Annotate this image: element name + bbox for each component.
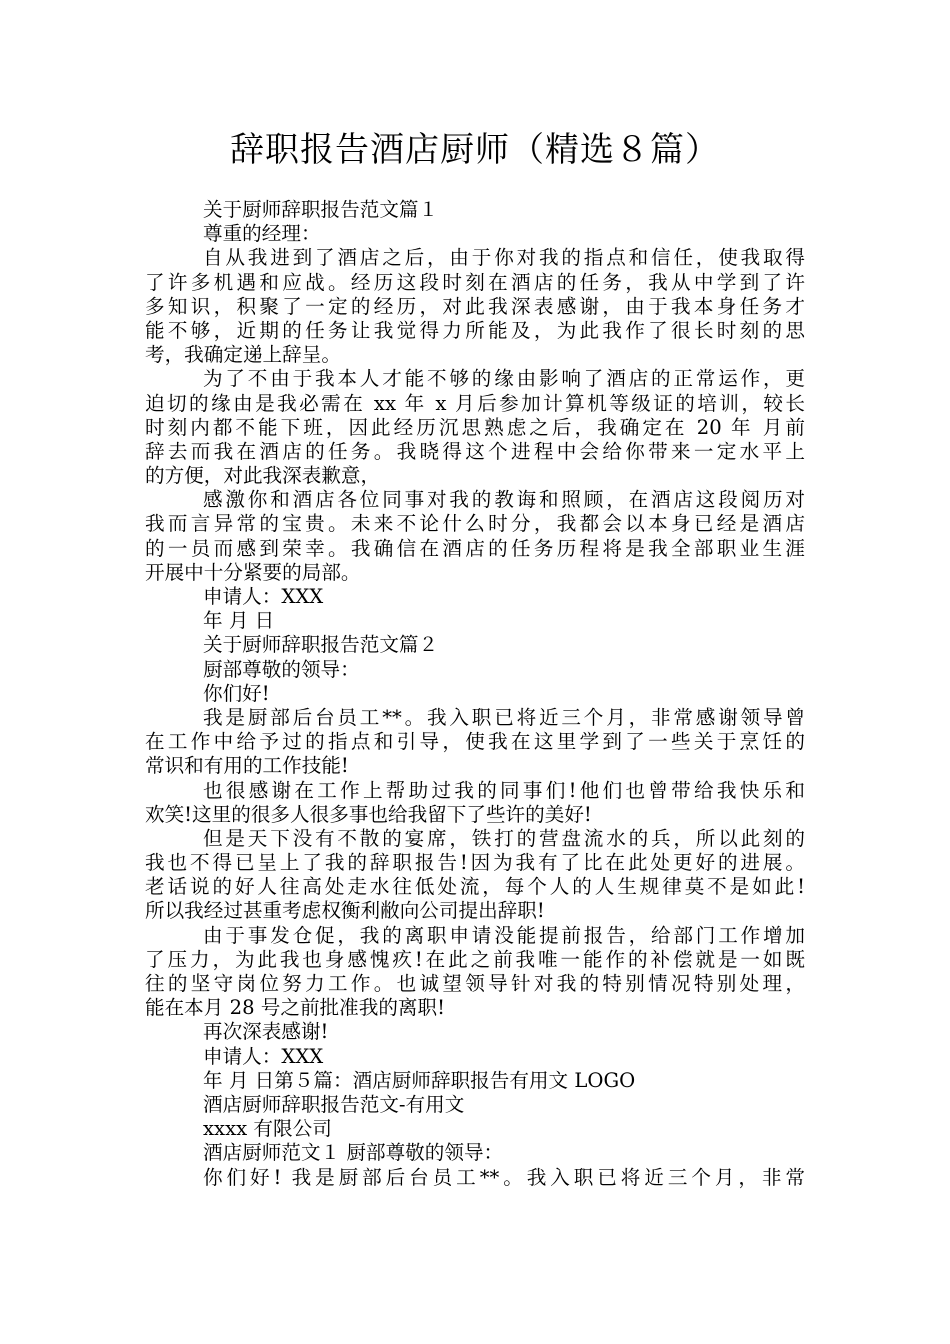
paragraph-line: 自从我进到了酒店之后，由于你对我的指点和信任，使我取得 [203, 246, 805, 270]
section-heading-1: 关于厨师辞职报告范文篇１ [203, 198, 439, 221]
paragraph-line: 感激你和酒店各位同事对我的教诲和照顾，在酒店这段阅历对 [203, 488, 805, 512]
paragraph-line: 常识和有用的工作技能! [145, 754, 349, 778]
paragraph-line: 欢笑!这里的很多人很多事也给我留下了些许的美好! [145, 802, 592, 826]
paragraph-line: 辞去而我在酒店的任务。我晓得这个进程中会给你带来一定水平上 [145, 439, 805, 463]
paragraph-line: 但是天下没有不散的宴席，铁打的营盘流水的兵，所以此刻的 [203, 826, 805, 850]
paragraph-line: 了压力，为此我也身感愧疚!在此之前我唯一能作的补偿就是一如既 [145, 947, 805, 971]
paragraph-line: 我是厨部后台员工**。我入职已将近三个月，非常感谢领导曾 [203, 705, 805, 729]
greeting: 你们好! [203, 681, 270, 705]
closing-thanks: 再次深表感谢! [203, 1020, 329, 1044]
section-heading-2: 关于厨师辞职报告范文篇２ [203, 633, 439, 657]
paragraph-line: 的方便，对此我深表歉意， [145, 464, 381, 488]
company-name: xxxx 有限公司 [203, 1117, 332, 1141]
document-body [145, 198, 805, 1190]
paragraph-line: 开展中十分紧要的局部。 [145, 560, 361, 584]
paragraph-line: 考，我确定递上辞呈。 [145, 343, 341, 367]
paragraph-line: 了许多机遇和应战。经历这段时刻在酒店的任务，我从中学到了许 [145, 270, 805, 294]
section-heading-4: 酒店厨师范文１ 厨部尊敬的领导： [203, 1141, 504, 1165]
paragraph-line: 我而言异常的宝贵。未来不论什么时分，我都会以本身已经是酒店 [145, 512, 805, 536]
paragraph-line: 往的坚守岗位努力工作。也诚望领导针对我的特别情况特别处理， [145, 972, 805, 995]
salutation: 厨部尊敬的领导： [203, 657, 360, 681]
date-line: 年 月 日 [203, 609, 275, 633]
paragraph-line: 在工作中给予过的指点和引导，使我在这里学到了一些关于烹饪的 [145, 730, 805, 754]
paragraph-line: 能不够，近期的任务让我觉得力所能及，为此我作了很长时刻的思 [145, 318, 805, 342]
paragraph-line: 时刻内都不能下班，因此经历沉思熟虑之后，我确定在 20 年 月前 [145, 415, 805, 439]
applicant-signature: 申请人：XXX [203, 1044, 324, 1068]
paragraph-line: 也很感谢在工作上帮助过我的同事们!他们也曾带给我快乐和 [203, 778, 805, 802]
paragraph-line: 的一员而感到荣幸。我确信在酒店的任务历程将是我全部职业生涯 [145, 536, 805, 560]
paragraph-line: 由于事发仓促，我的离职申请没能提前报告，给部门工作增加 [203, 923, 805, 947]
applicant-signature: 申请人：XXX [203, 585, 324, 608]
salutation: 尊重的经理： [203, 222, 321, 246]
paragraph-line: 多知识，积聚了一定的经历，对此我深表感谢，由于我本身任务才 [145, 294, 805, 318]
paragraph-line: 我也不得已呈上了我的辞职报告!因为我有了比在此处更好的进展。 [145, 851, 805, 875]
paragraph-line: 老话说的好人往高处走水往低处流，每个人的人生规律莫不是如此! [145, 875, 805, 899]
date-line: 年 月 日第５篇：酒店厨师辞职报告有用文 LOGO [203, 1068, 636, 1092]
document-title: 辞职报告酒店厨师（精选８篇） [230, 130, 720, 170]
paragraph-line: 为了不由于我本人才能不够的缘由影响了酒店的正常运作，更 [203, 367, 805, 391]
paragraph-line: 迫切的缘由是我必需在 xx 年 x 月后参加计算机等级证的培训，较长 [145, 391, 805, 415]
paragraph-line: 你们好! 我是厨部后台员工**。我入职已将近三个月，非常 [203, 1165, 805, 1189]
paragraph-line: 所以我经过甚重考虑权衡利敝向公司提出辞职! [145, 899, 545, 923]
paragraph-line: 能在本月 28 号之前批准我的离职! [145, 996, 445, 1020]
section-heading-3: 酒店厨师辞职报告范文-有用文 [203, 1092, 465, 1116]
